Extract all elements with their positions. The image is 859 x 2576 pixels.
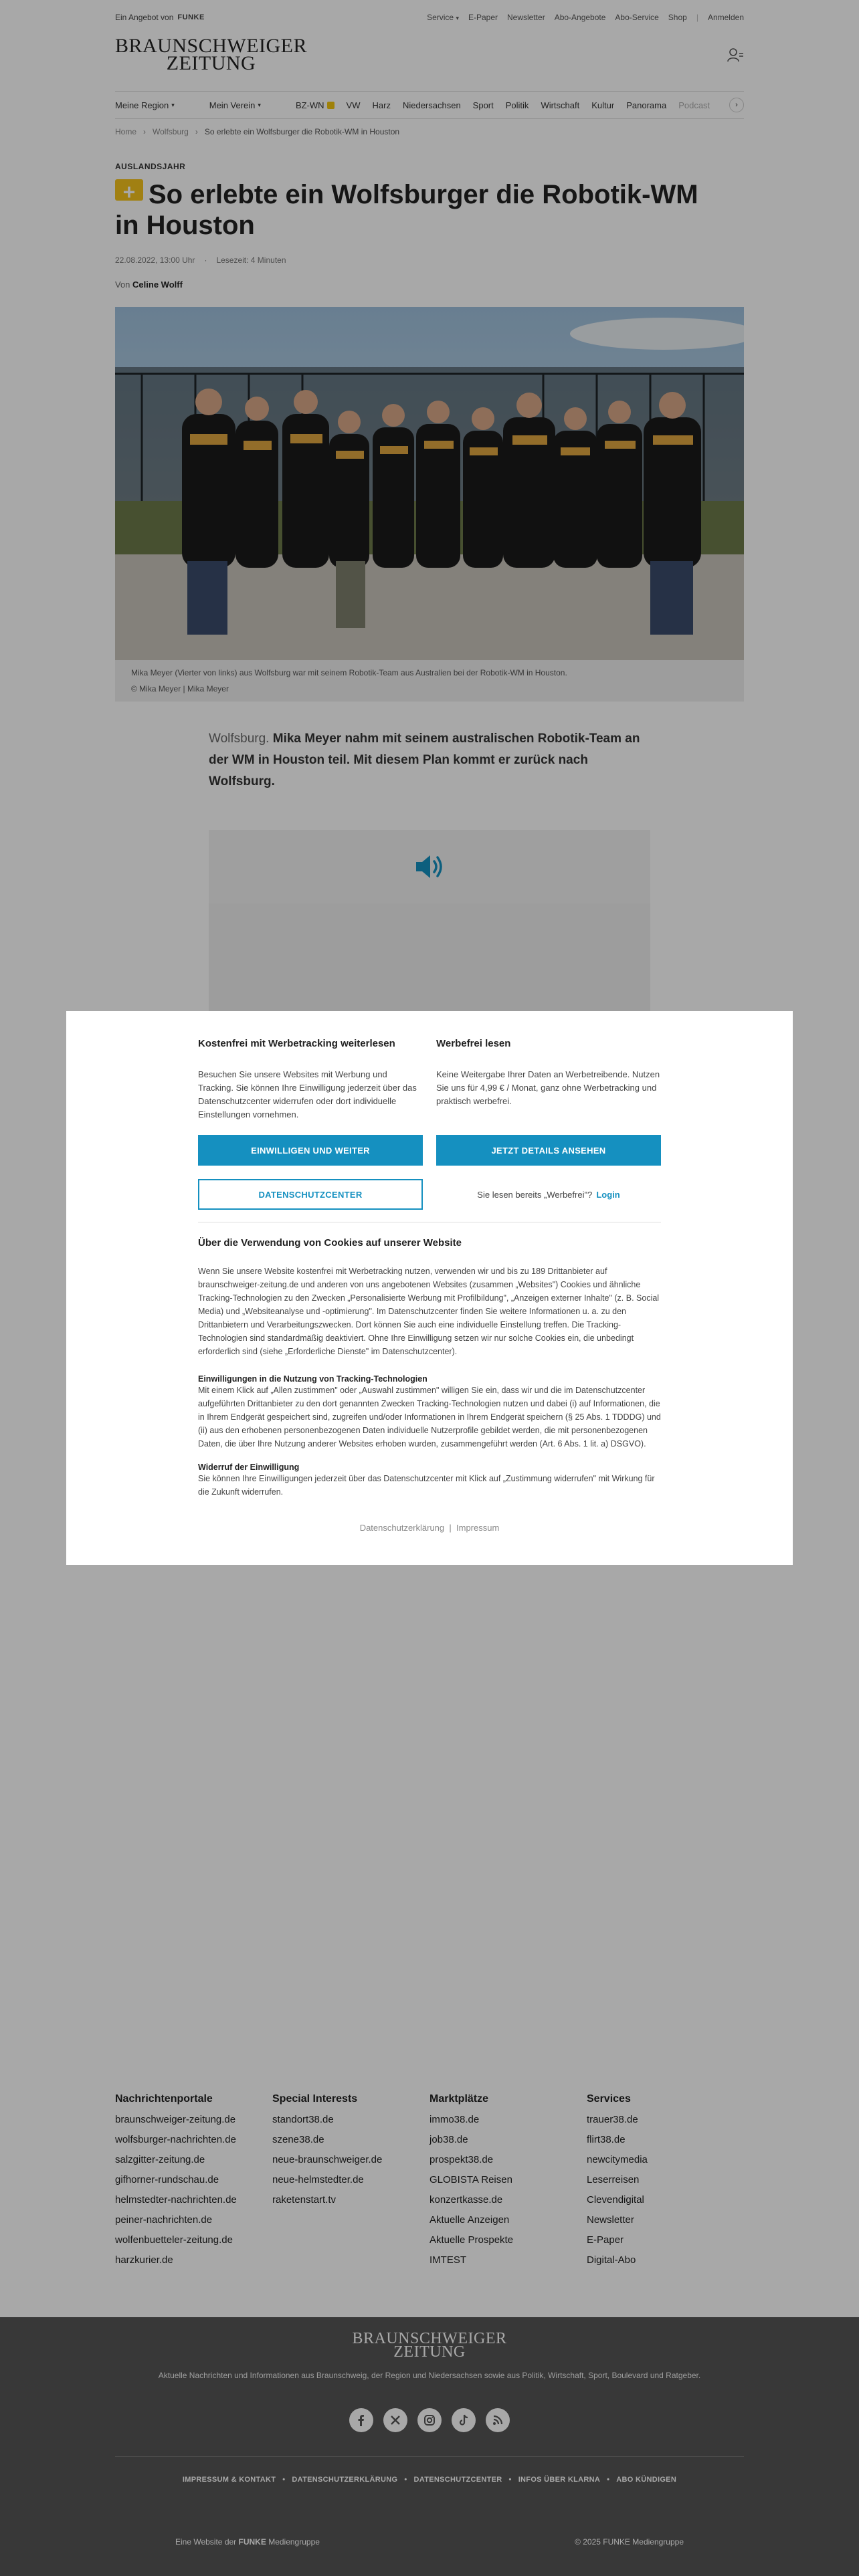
nav-harz[interactable]: Harz bbox=[372, 100, 391, 110]
portal-link[interactable]: job38.de bbox=[430, 2134, 468, 2145]
accept-button[interactable]: EINWILLIGEN UND WEITER bbox=[198, 1135, 423, 1166]
details-button[interactable]: JETZT DETAILS ANSEHEN bbox=[436, 1135, 661, 1166]
portal-link[interactable]: immo38.de bbox=[430, 2114, 480, 2125]
author-prefix: Von bbox=[115, 280, 130, 290]
service-label: Service bbox=[427, 13, 454, 22]
portal-link[interactable]: prospekt38.de bbox=[430, 2154, 494, 2165]
revoke-text: Sie können Ihre Einwilligungen jederzeit über das Datenschutzcenter mit Klick auf „Zustimmung widerrufen" mit Wirkung für die Zukunft widerrufen. bbox=[198, 1474, 655, 1497]
meta-dot: · bbox=[204, 255, 207, 265]
portal-link[interactable]: braunschweiger-zeitung.de bbox=[115, 2114, 236, 2125]
portal-link[interactable]: wolfenbuetteler-zeitung.de bbox=[115, 2234, 233, 2246]
portal-column-title: Special Interests bbox=[272, 2093, 358, 2105]
consent-left-text: Besuchen Sie unsere Websites mit Werbung und Tracking. Sie können Ihre Einwilligung jederzeit über das Datenschutzcenter widerrufen oder dort individuelle Einstellungen vornehmen. bbox=[198, 1069, 417, 1119]
consent-right-title: Werbefrei lesen bbox=[436, 1038, 511, 1049]
divider: | bbox=[696, 13, 698, 22]
already-subscribed bbox=[436, 1179, 661, 1210]
epaper-link[interactable]: E-Paper bbox=[468, 13, 498, 22]
portal-link[interactable]: harzkurier.de bbox=[115, 2254, 173, 2266]
consent-imprint-link[interactable]: Impressum bbox=[456, 1523, 500, 1533]
portal-link[interactable]: E-Paper bbox=[587, 2234, 624, 2246]
consent-subtitle: Einwilligungen in die Nutzung von Tracking-Technologien bbox=[198, 1374, 427, 1384]
breadcrumb-separator: › bbox=[195, 127, 198, 136]
consent-left-title: Kostenfrei mit Werbetracking weiterlesen bbox=[198, 1038, 395, 1049]
portal-link[interactable]: Leserreisen bbox=[587, 2174, 640, 2185]
portal-link[interactable]: Aktuelle Anzeigen bbox=[430, 2214, 510, 2226]
shop-link[interactable]: Shop bbox=[668, 13, 687, 22]
revoke-title: Widerruf der Einwilligung bbox=[198, 1463, 300, 1472]
chevron-down-icon: ▾ bbox=[456, 15, 459, 21]
nav-my-region-label: Meine Region bbox=[115, 100, 169, 110]
photo-caption: Mika Meyer (Vierter von links) aus Wolfsburg war mit seinem Robotik-Team aus Australien bei der Robotik-WM in Houston. bbox=[131, 668, 567, 677]
portal-link[interactable]: standort38.de bbox=[272, 2114, 334, 2125]
nav-kultur[interactable]: Kultur bbox=[591, 100, 615, 110]
consent-footer-separator: | bbox=[446, 1523, 454, 1533]
portal-link[interactable]: neue-braunschweiger.de bbox=[272, 2154, 383, 2165]
lead-location: Wolfsburg. bbox=[209, 732, 270, 746]
login-link[interactable]: Anmelden bbox=[707, 13, 744, 22]
portal-link[interactable]: szene38.de bbox=[272, 2134, 324, 2145]
nav-vw[interactable]: VW bbox=[346, 100, 361, 110]
footer-link-privacy-center[interactable]: DATENSCHUTZCENTER bbox=[413, 2476, 502, 2484]
footer-copyright: © 2025 FUNKE Mediengruppe bbox=[575, 2537, 684, 2547]
nav-niedersachsen[interactable]: Niedersachsen bbox=[402, 100, 461, 110]
portal-link[interactable]: Newsletter bbox=[587, 2214, 634, 2226]
portal-link[interactable]: wolfsburger-nachrichten.de bbox=[115, 2134, 236, 2145]
publisher-prefix: Eine Website der bbox=[175, 2537, 237, 2547]
publisher-suffix: Mediengruppe bbox=[268, 2537, 320, 2547]
portal-link[interactable]: IMTEST bbox=[430, 2254, 466, 2266]
portal-link[interactable]: raketenstart.tv bbox=[272, 2194, 337, 2206]
nav-panorama[interactable]: Panorama bbox=[626, 100, 667, 110]
breadcrumb-current: So erlebte ein Wolfsburger die Robotik-WM in Houston bbox=[204, 127, 400, 136]
privacy-center-button[interactable]: DATENSCHUTZCENTER bbox=[198, 1179, 423, 1210]
footer-link-cancel[interactable]: ABO KÜNDIGEN bbox=[616, 2476, 677, 2484]
portal-column-title: Marktplätze bbox=[430, 2093, 489, 2105]
footer-link-separator: • bbox=[508, 2476, 512, 2484]
portal-link[interactable]: GLOBISTA Reisen bbox=[430, 2174, 512, 2185]
footer-link-separator: • bbox=[282, 2476, 286, 2484]
photo-credit: © Mika Meyer | Mika Meyer bbox=[131, 684, 229, 693]
chevron-down-icon: ▾ bbox=[258, 101, 261, 108]
footer-link-separator: • bbox=[404, 2476, 407, 2484]
portal-link[interactable]: Clevendigital bbox=[587, 2194, 644, 2206]
cookie-info-text: Wenn Sie unsere Website kostenfrei mit Werbetracking nutzen, verwenden wir und bis zu 189 Drittanbieter auf braunschweiger-zeitung.de und anderen von uns angebotenen Websites (zusammen „Websites") Cookies und ähnliche Tracking-Technologien zu den Zwecken „Personalisierte Werbung mit Profilbildung", „Anzeigen externer Inhalte" (z. B. Social Media) und „Websiteanalyse und -optimierung". Im Datenschutzcenter finden Sie weitere Informationen u. a. zu den Drittanbietern und Verarbeitungszwecken. Dort können Sie auch eine individuelle Einstellung treffen. Die Tracking-Technologien sind standardmäßig deaktiviert. Ohne Ihre Einwilligung setzen wir nur solche Cookies ein, die unbedingt erforderlich sind (siehe „Erforderliche Dienste" im Datenschutzcenter). bbox=[198, 1267, 660, 1356]
portal-link[interactable]: peiner-nachrichten.de bbox=[115, 2214, 213, 2226]
consent-option-tracking bbox=[198, 1038, 423, 1210]
offer-prefix: Ein Angebot von bbox=[115, 13, 174, 22]
logo-line-2: ZEITUNG bbox=[166, 52, 256, 74]
footer-link-imprint[interactable]: IMPRESSUM & KONTAKT bbox=[182, 2476, 276, 2484]
breadcrumb-home[interactable]: Home bbox=[115, 127, 137, 136]
portal-link[interactable]: Aktuelle Prospekte bbox=[430, 2234, 514, 2246]
breadcrumb-separator: › bbox=[143, 127, 147, 136]
abo-angebote-link[interactable]: Abo-Angebote bbox=[554, 13, 606, 22]
reading-time: Lesezeit: 4 Minuten bbox=[216, 255, 286, 265]
headline-text: So erlebte ein Wolfsburger die Robotik-WM in Houston bbox=[115, 180, 698, 240]
nav-sport[interactable]: Sport bbox=[472, 100, 494, 110]
logo-line-1: BRAUNSCHWEIGER bbox=[115, 35, 308, 57]
nav-politik[interactable]: Politik bbox=[505, 100, 529, 110]
footer-link-separator: • bbox=[607, 2476, 610, 2484]
breadcrumb-section[interactable]: Wolfsburg bbox=[153, 127, 189, 136]
publisher-brand[interactable]: FUNKE bbox=[238, 2537, 266, 2547]
consent-option-adfree bbox=[436, 1038, 661, 1210]
nav-wirtschaft[interactable]: Wirtschaft bbox=[541, 100, 580, 110]
portal-column-title: Nachrichtenportale bbox=[115, 2093, 213, 2105]
portal-link[interactable]: trauer38.de bbox=[587, 2114, 638, 2125]
author-name[interactable]: Celine Wolff bbox=[132, 280, 183, 290]
portal-link[interactable]: flirt38.de bbox=[587, 2134, 626, 2145]
consent-subtext: Mit einem Klick auf „Allen zustimmen" oder „Auswahl zustimmen" willigen Sie ein, dass wir und die im Datenschutzcenter aufgeführten Drittanbieter zu den dort genannten Zwecken Tracking-Technologien nutzen und dabei (i) auf Informationen, die in Ihrem Endgerät gespeichert sind, zugreifen und/oder Informationen in Ihrem Endgerät speichern (§ 25 Abs. 1 TDDDG) und (ii) aus den erhobenen personenbezogenen Daten individuelle Nutzerprofile gebildet werden, die mit personenbezogenen Daten, die über Ihre Nutzung anderer Websites erhoben wurden, zusammengeführt werden (Art. 6 Abs. 1 lit. a) DSGVO). bbox=[198, 1386, 661, 1448]
login-link[interactable]: Login bbox=[596, 1189, 620, 1200]
portal-link[interactable]: gifhorner-rundschau.de bbox=[115, 2174, 219, 2185]
portal-link[interactable]: helmstedter-nachrichten.de bbox=[115, 2194, 237, 2206]
consent-dialog bbox=[66, 1011, 793, 1565]
portal-link[interactable]: neue-helmstedter.de bbox=[272, 2174, 364, 2185]
nav-my-club-label: Mein Verein bbox=[209, 100, 256, 110]
footer-logo-line-2: ZEITUNG bbox=[393, 2343, 466, 2361]
funke-logo[interactable]: FUNKE bbox=[177, 13, 205, 21]
nav-scroll-right-icon[interactable]: › bbox=[729, 98, 744, 112]
consent-options bbox=[198, 1038, 661, 1210]
lead-text: Mika Meyer nahm mit seinem australischen Robotik-Team an der WM in Houston teil. Mit diesem Plan kommt er zurück nach Wolfsburg. bbox=[209, 732, 640, 788]
chevron-down-icon: ▾ bbox=[171, 101, 175, 108]
footer-logo-line-1: BRAUNSCHWEIGER bbox=[352, 2330, 507, 2347]
article-date: 22.08.2022, 13:00 Uhr bbox=[115, 255, 195, 265]
abo-service-link[interactable]: Abo-Service bbox=[615, 13, 659, 22]
cookie-info bbox=[198, 1237, 661, 1499]
nav-podcast[interactable]: Podcast bbox=[678, 100, 710, 110]
consent-right-text: Keine Weitergabe Ihrer Daten an Werbetreibende. Nutzen Sie uns für 4,99 € / Monat, ganz ohne Werbetracking und praktisch werbefrei. bbox=[436, 1069, 660, 1106]
portal-link[interactable]: Digital-Abo bbox=[587, 2254, 636, 2266]
footer-link-privacy[interactable]: DATENSCHUTZERKLÄRUNG bbox=[292, 2476, 398, 2484]
footer-description: Aktuelle Nachrichten und Informationen aus Braunschweig, der Region und Niedersachsen sowie aus Politik, Wirtschaft, Sport, Boulevard und Ratgeber. bbox=[158, 2371, 701, 2380]
portal-link[interactable]: newcitymedia bbox=[587, 2154, 648, 2165]
already-text: Sie lesen bereits „Werbefrei"? bbox=[477, 1189, 593, 1200]
article-kicker: AUSLANDSJAHR bbox=[115, 162, 186, 171]
portal-column-title: Services bbox=[587, 2093, 631, 2105]
cookie-info-title: Über die Verwendung von Cookies auf unserer Website bbox=[198, 1237, 462, 1249]
portal-link[interactable]: salzgitter-zeitung.de bbox=[115, 2154, 205, 2165]
nav-bz-wn-label: BZ-WN bbox=[295, 100, 324, 110]
portal-link[interactable]: konzertkasse.de bbox=[430, 2194, 503, 2206]
footer-link-klarna[interactable]: INFOS ÜBER KLARNA bbox=[518, 2476, 601, 2484]
consent-privacy-link[interactable]: Datenschutzerklärung bbox=[359, 1523, 445, 1533]
newsletter-link[interactable]: Newsletter bbox=[507, 13, 545, 22]
consent-footer bbox=[198, 1523, 661, 1533]
